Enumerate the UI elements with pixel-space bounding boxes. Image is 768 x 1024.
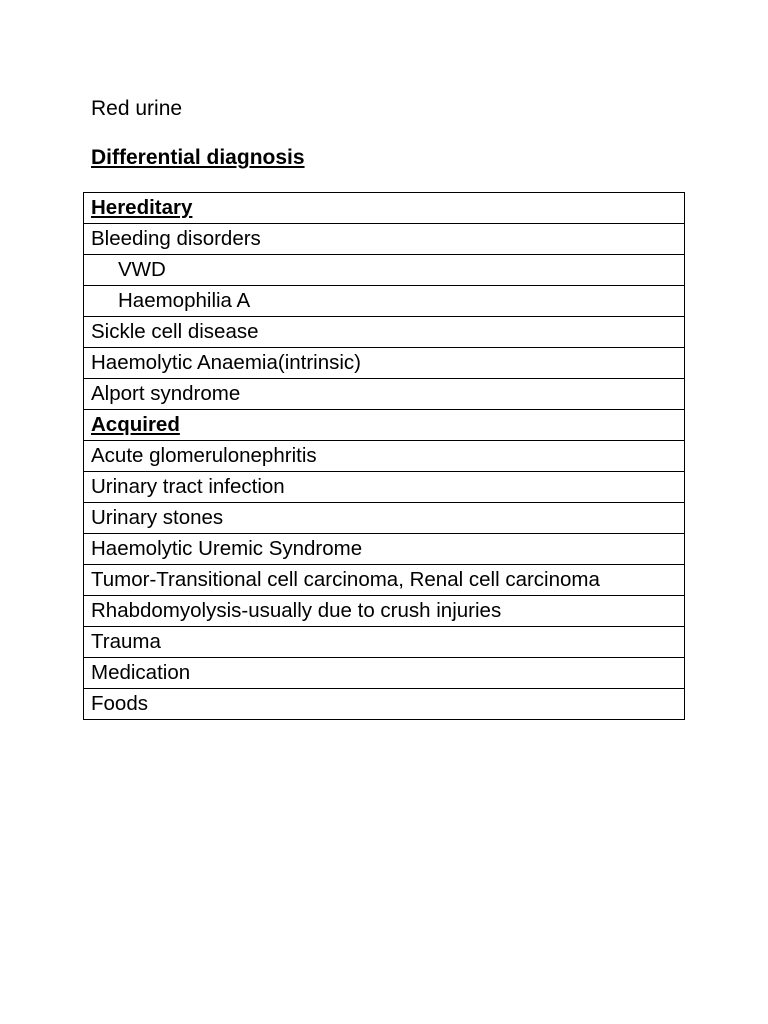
table-row <box>84 224 685 255</box>
diagnosis-cell: Urinary tract infection <box>84 472 685 503</box>
table-section-row <box>84 410 685 441</box>
diagnosis-cell: Rhabdomyolysis-usually due to crush injuries <box>84 596 685 627</box>
table-row <box>84 503 685 534</box>
table-row <box>84 255 685 286</box>
table-row <box>84 317 685 348</box>
table-row <box>84 658 685 689</box>
table-row <box>84 534 685 565</box>
table-row <box>84 565 685 596</box>
table-row <box>84 379 685 410</box>
section-heading-cell: Hereditary <box>84 193 685 224</box>
table-row <box>84 596 685 627</box>
diagnosis-cell: Haemolytic Uremic Syndrome <box>84 534 685 565</box>
diagnosis-cell: VWD <box>84 255 685 286</box>
table-row <box>84 286 685 317</box>
table-row <box>84 627 685 658</box>
table-row <box>84 441 685 472</box>
diagnosis-cell: Bleeding disorders <box>84 224 685 255</box>
diagnosis-cell: Foods <box>84 689 685 720</box>
differential-diagnosis-table-body <box>84 193 685 720</box>
diagnosis-cell: Acute glomerulonephritis <box>84 441 685 472</box>
diagnosis-cell: Urinary stones <box>84 503 685 534</box>
diagnosis-cell: Medication <box>84 658 685 689</box>
document-subtitle: Differential diagnosis <box>91 146 305 169</box>
diagnosis-cell: Trauma <box>84 627 685 658</box>
diagnosis-cell: Haemolytic Anaemia(intrinsic) <box>84 348 685 379</box>
table-row <box>84 472 685 503</box>
table-row <box>84 689 685 720</box>
diagnosis-cell: Haemophilia A <box>84 286 685 317</box>
diagnosis-cell: Tumor-Transitional cell carcinoma, Renal cell carcinoma <box>84 565 685 596</box>
document-title: Red urine <box>91 97 183 120</box>
diagnosis-cell: Alport syndrome <box>84 379 685 410</box>
diagnosis-cell: Sickle cell disease <box>84 317 685 348</box>
differential-diagnosis-table <box>83 192 685 720</box>
table-section-row <box>84 193 685 224</box>
table-row <box>84 348 685 379</box>
section-heading-cell: Acquired <box>84 410 685 441</box>
